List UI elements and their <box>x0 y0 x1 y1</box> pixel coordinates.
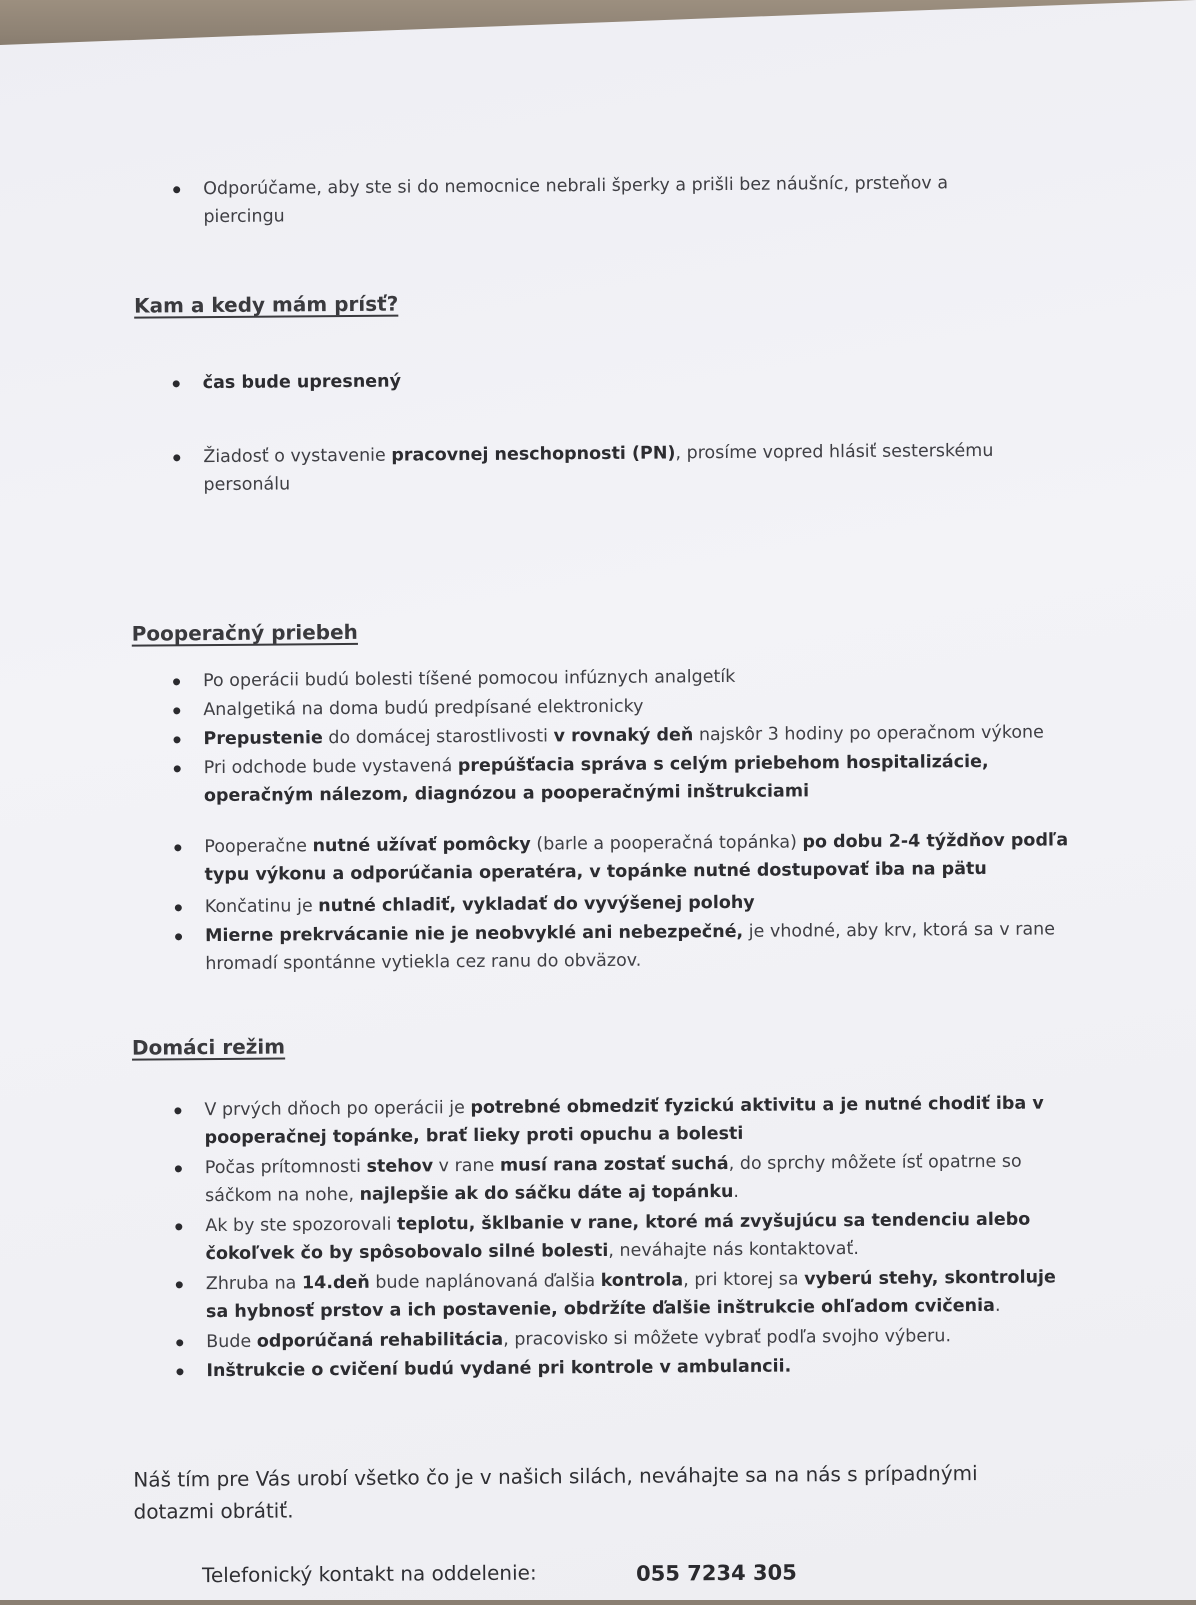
arrival-pn-bullet <box>203 436 1103 499</box>
home-bullet-6-text: Inštrukcie o cvičení budú vydané pri kontrole v ambulancii. <box>206 1356 792 1382</box>
home-bullet-1-text-2: potrebné obmedziť fyzickú aktivitu a je nutné chodiť iba v <box>470 1093 1044 1119</box>
home-bullet-4-text-2: 14.deň <box>301 1272 370 1294</box>
postop-bullet-5-text-4: po dobu 2-4 týždňov podľa <box>802 830 1069 853</box>
home-bullet-4-text-8: . <box>994 1295 1001 1316</box>
postop-bullet-7 <box>205 915 1145 978</box>
home-bullet-3-text-2: teplotu, šklbanie v rane, ktoré má zvyšujúcu sa tendenciu alebo <box>396 1209 1031 1235</box>
home-bullet-3-text-3: čokoľvek čo by spôsobovalo silné bolesti <box>205 1240 609 1265</box>
arrival-time-bullet <box>203 368 401 398</box>
home-heading: Domáci režim <box>131 1034 286 1060</box>
postop-heading: Pooperačný priebeh <box>131 619 358 646</box>
home-bullet-3-text-1: Ak by ste spozorovali <box>205 1214 398 1237</box>
postop-bullet-7-text-2: je vhodné, aby krv, ktorá sa v rane <box>743 919 1056 942</box>
arrival-pn-text-1: Žiadosť o vystavenie <box>203 445 392 468</box>
home-bullet-4-text-4: kontrola <box>600 1270 684 1292</box>
home-bullet-4-text-6: vyberú stehy, skontroluje <box>804 1267 1056 1290</box>
postop-bullet-5-text-2: nutné užívať pomôcky <box>312 834 531 857</box>
home-bullet-5-text-2: odporúčaná rehabilitácia <box>256 1329 504 1352</box>
phone-label: Telefonický kontakt na oddelenie: <box>201 1560 537 1588</box>
home-bullet-1 <box>204 1089 1144 1152</box>
home-bullet-2-text-1: Počas prítomnosti <box>204 1156 367 1179</box>
intro-line-2: piercingu <box>203 206 285 228</box>
postop-bullet-1 <box>203 663 735 695</box>
home-bullet-2-text-2: stehov <box>366 1156 434 1177</box>
arrival-time-text: čas bude upresnený <box>202 371 402 394</box>
home-bullet-6 <box>206 1353 791 1386</box>
postop-bullet-3-text-3: v rovnaký deň <box>553 725 694 747</box>
postop-bullet-6 <box>205 889 755 921</box>
postop-bullet-5-text-3: (barle a pooperačná topánka) <box>530 832 803 855</box>
home-bullet-5 <box>206 1321 1146 1356</box>
postop-bullet-4-text-1: Pri odchode bude vystavená <box>203 756 458 779</box>
arrival-heading: Kam a kedy mám prísť? <box>134 291 399 318</box>
postop-bullet-5 <box>204 826 1144 889</box>
postop-bullet-1-text: Po operácii budú bolesti tíšené pomocou infúznych analgetík <box>202 666 736 692</box>
home-bullet-1-text-1: V prvých dňoch po operácii je <box>204 1098 471 1121</box>
home-bullet-4-text-5: , pri ktorej sa <box>683 1269 805 1291</box>
home-bullet-5-text-1: Bude <box>206 1331 257 1353</box>
home-bullet-4-text-3: bude naplánovaná ďalšia <box>369 1271 601 1293</box>
postop-bullet-7-text-1: Mierne prekrvácanie nie je neobvyklé ani nebezpečné, <box>204 921 744 947</box>
postop-bullet-4 <box>204 747 1124 810</box>
postop-bullet-7-text-3: hromadí spontánne vytiekla cez ranu do obväzov. <box>205 950 642 975</box>
home-bullet-1-text-3: pooperačnej topánke, brať lieky proti opuchu a bolesti <box>204 1123 744 1149</box>
arrival-pn-text-4: personálu <box>203 474 291 496</box>
closing-message <box>133 1456 1133 1528</box>
home-bullet-2-text-3: v rane <box>432 1155 500 1177</box>
postop-bullet-6-text-1: Končatinu je <box>204 896 319 918</box>
home-bullet-4-text-7: sa hybnosť prstov a ich postavenie, obdržíte ďalšie inštrukcie ohľadom cvičenia <box>205 1295 995 1323</box>
arrival-pn-text-3: , prosíme vopred hlásiť sesterskému <box>675 440 994 464</box>
postop-bullet-3-text-4: najskôr 3 hodiny po operačnom výkone <box>693 722 1044 746</box>
home-bullet-3-text-4: , neváhajte nás kontaktovať. <box>608 1238 859 1261</box>
postop-bullet-2-text: Analgetiká na doma budú predpísané elektronicky <box>203 696 644 721</box>
home-bullet-4-text-1: Zhruba na <box>205 1273 303 1295</box>
home-bullet-2-text-4: musí rana zostať suchá <box>499 1154 729 1176</box>
phone-number: 055 7234 305 <box>635 1560 797 1586</box>
postop-bullet-3-text-1: Prepustenie <box>203 728 323 750</box>
postop-bullet-3-text-2: do domácej starostlivosti <box>322 726 554 749</box>
home-bullet-2-text-5: , do sprchy môžete ísť opatrne so <box>728 1151 1022 1175</box>
closing-line-1: Náš tím pre Vás urobí všetko čo je v našich silách, neváhajte sa na nás s prípadnými <box>133 1461 978 1492</box>
intro-line-1: Odporúčame, aby ste si do nemocnice nebrali šperky a prišli bez náušníc, prsteňov a <box>203 173 949 200</box>
arrival-pn-text-2: pracovnej neschopnosti (PN) <box>391 443 676 466</box>
postop-bullet-2 <box>203 693 643 724</box>
home-bullet-2 <box>205 1147 1145 1210</box>
home-bullet-3 <box>205 1205 1145 1268</box>
home-bullet-2-text-7: najlepšie ak do sáčku dáte aj topánku <box>359 1181 734 1205</box>
home-bullet-5-text-3: , pracovisko si môžete vybrať podľa svojho výberu. <box>503 1326 952 1350</box>
home-bullet-4 <box>206 1263 1166 1327</box>
home-bullet-2-text-6: sáčkom na nohe, <box>205 1184 360 1207</box>
closing-line-2: dotazmi obrátiť. <box>133 1498 294 1524</box>
postop-bullet-6-text-2: nutné chladiť, vykladať do vyvýšenej polohy <box>318 892 755 917</box>
postop-bullet-5-text-1: Pooperačne <box>204 836 313 858</box>
intro-bullet <box>203 168 1103 231</box>
postop-bullet-5-text-5: typu výkonu a odporúčania operatéra, v topánke nutné dostupovať iba na pätu <box>204 858 987 886</box>
home-bullet-2-text-8: . <box>733 1181 740 1202</box>
postop-bullet-4-text-3: operačným nálezom, diagnózou a pooperačnými inštrukciami <box>203 781 810 807</box>
postop-bullet-4-text-2: prepúšťacia správa s celým priebehom hospitalizácie, <box>457 751 989 777</box>
